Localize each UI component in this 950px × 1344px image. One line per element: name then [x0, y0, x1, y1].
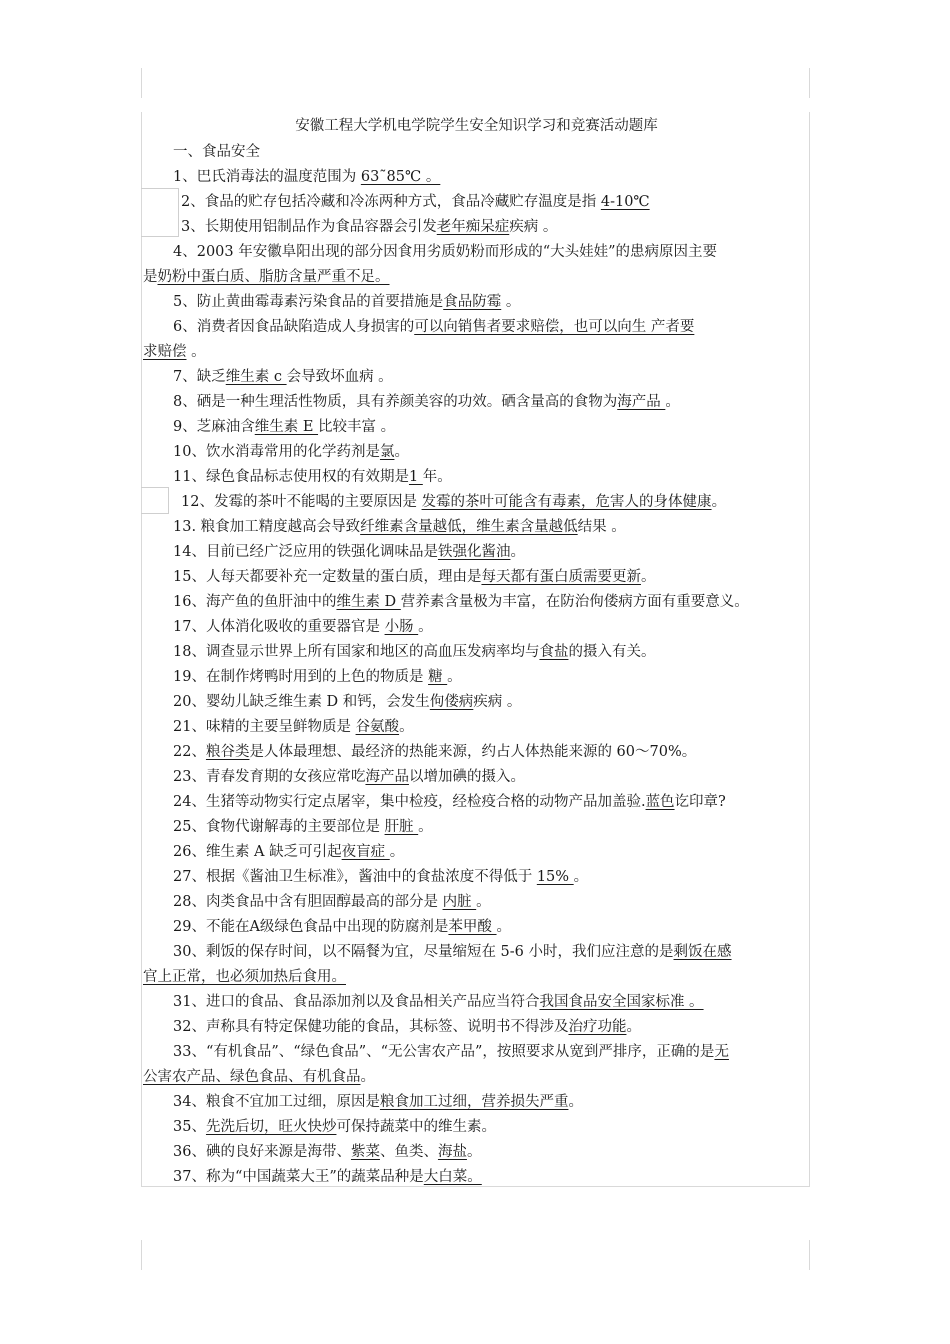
question-line: [143, 315, 810, 340]
question-text: 。: [510, 544, 525, 560]
question-text: 可保持蔬菜中的维生素。: [336, 1119, 496, 1135]
question-text: 22、: [173, 744, 206, 760]
question-text: 28、肉类食品中含有胆固醇最高的部分是: [173, 894, 443, 910]
question-text: 以增加碘的摄入。: [408, 769, 525, 785]
question-line: [143, 240, 810, 265]
question-text: 8、硒是一种生理活性物质，具有养颜美容的功效。硒含量高的食物为: [173, 394, 618, 410]
question-text: 营养素含量极为丰富，在防治佝偻病方面有重要意义。: [400, 594, 749, 610]
answer-text: 佝偻病: [429, 694, 474, 710]
question-line: [143, 790, 810, 815]
answer-text: 肝脏: [384, 819, 419, 835]
question-text: 26、维生素 A 缺乏可引起: [173, 844, 342, 860]
question-list: [143, 165, 810, 1190]
answer-text: 海盐: [437, 1144, 467, 1160]
section-heading: 一、食品安全: [173, 144, 260, 160]
question-line: [143, 1115, 810, 1140]
question-line: [143, 940, 810, 965]
question-line: [143, 665, 810, 690]
answer-text: 苯甲酸: [448, 919, 497, 935]
question-text: 。: [418, 619, 433, 635]
answer-text: 小肠: [384, 619, 419, 635]
answer-text: 铁强化酱油: [437, 544, 511, 560]
page-left-edge: [141, 112, 142, 1187]
answer-text: 先洗后切，旺火快炒: [205, 1119, 337, 1135]
answer-text: 紫菜: [350, 1144, 380, 1160]
answer-text: 粮食加工过细，营养损失严重: [379, 1094, 569, 1110]
question-text: 的摄入有关。: [568, 644, 656, 660]
answer-text: 夜盲症: [341, 844, 390, 860]
question-line: [143, 1015, 810, 1040]
answer-text: 糖: [428, 669, 448, 685]
question-text: 9、芝麻油含: [173, 419, 255, 435]
question-text: 。: [626, 1019, 641, 1035]
question-line: [143, 965, 810, 990]
question-line: [143, 540, 810, 565]
question-text: 。: [447, 669, 462, 685]
question-line: [143, 1065, 810, 1090]
question-line: [143, 1090, 810, 1115]
question-text: 。: [476, 894, 491, 910]
question-line: [143, 740, 810, 765]
question-text: 32、声称具有特定保健功能的食品，其标签、说明书不得涉及: [173, 1019, 569, 1035]
answer-text: 食盐: [539, 644, 569, 660]
answer-text: 每天都有蛋白质需要更新: [481, 569, 641, 585]
question-line: [143, 690, 810, 715]
answer-text: 谷氨酸: [355, 719, 400, 735]
answer-text: 食品防霉: [443, 294, 502, 310]
question-line: [143, 390, 810, 415]
question-text: 会导致坏血病 。: [286, 369, 393, 385]
answer-text: 我国食品安全国家标准 。: [539, 994, 704, 1010]
question-text: 疾病 。: [473, 694, 522, 710]
question-text: 5、防止黄曲霉毒素污染食品的首要措施是: [173, 294, 444, 310]
question-line: [143, 290, 810, 315]
question-text: 34、粮食不宜加工过细，原因是: [173, 1094, 380, 1110]
page-left-edge-bottom: [141, 1240, 142, 1270]
question-text: 10、饮水消毒常用的化学药剂是: [173, 444, 380, 460]
question-text: 23、青春发育期的女孩应常吃: [173, 769, 366, 785]
question-text: 是: [143, 269, 158, 285]
question-line: [143, 915, 810, 940]
question-text: 结果 。: [577, 519, 626, 535]
question-text: 。: [466, 1144, 482, 1160]
question-line: [143, 215, 810, 240]
page-right-edge-top: [809, 68, 810, 98]
question-line: [143, 1165, 810, 1190]
question-line: [143, 990, 810, 1015]
question-text: 讫印章?: [674, 794, 726, 810]
answer-text: 发霉的茶叶可能含有毒素，危害人的身体健康: [421, 494, 712, 510]
question-text: 14、目前已经广泛应用的铁强化调味品是: [173, 544, 438, 560]
answer-text: 老年痴呆症: [436, 219, 510, 235]
answer-text: 维生素 E: [254, 419, 319, 435]
question-text: 3、长期使用铝制品作为食品容器会引发: [181, 219, 437, 235]
question-line: [143, 815, 810, 840]
question-line: [143, 440, 810, 465]
question-text: 。: [186, 344, 206, 360]
answer-text: 4-10℃: [600, 194, 650, 210]
question-text: 。: [711, 494, 727, 510]
document-body: [143, 112, 810, 1190]
question-text: 35、: [173, 1119, 206, 1135]
question-line: [143, 565, 810, 590]
question-line: [143, 1140, 810, 1165]
question-text: 18、调查显示世界上所有国家和地区的高血压发病率均与: [173, 644, 540, 660]
question-text: 。: [399, 719, 414, 735]
question-text: 比较丰富 。: [318, 419, 396, 435]
question-text: 17、人体消化吸收的重要器官是: [173, 619, 385, 635]
question-text: 36、碘的良好来源是海带、: [173, 1144, 351, 1160]
question-line: [143, 465, 810, 490]
answer-text: 蓝色: [645, 794, 675, 810]
answer-text: 63˜85℃ 。: [360, 169, 441, 185]
answer-text: 海产品: [617, 394, 666, 410]
page-right-edge-bottom: [809, 1240, 810, 1270]
question-line: [143, 365, 810, 390]
question-line: [143, 615, 810, 640]
answer-text: 1: [408, 469, 423, 485]
answer-text: 纤维素含量越低，维生素含量越低: [360, 519, 578, 535]
question-text: 15、人每天都要补充一定数量的蛋白质，理由是: [173, 569, 482, 585]
question-text: 。: [568, 1094, 583, 1110]
question-text: 。: [496, 919, 512, 935]
question-text: 。: [640, 569, 656, 585]
question-line: [143, 490, 810, 515]
question-text: 11、绿色食品标志使用权的有效期是: [173, 469, 409, 485]
question-text: 。: [665, 394, 680, 410]
answer-text: 公害农产品、绿色食品、有机食品: [143, 1069, 361, 1085]
answer-text: 15%: [536, 869, 574, 885]
document-title: 安徽工程大学机电学院学生安全知识学习和竞赛活动题库: [295, 118, 658, 134]
answer-text: 剩饭在感: [673, 944, 732, 960]
answer-text: 内脏: [442, 894, 477, 910]
page-left-edge-top: [141, 68, 142, 98]
question-text: 16、海产鱼的鱼肝油中的: [173, 594, 337, 610]
answer-text: 官上正常，也必须加热后食用。: [143, 969, 346, 985]
question-line: [143, 1040, 810, 1065]
question-text: 。: [360, 1069, 375, 1085]
question-line: [143, 165, 810, 190]
question-text: 25、食物代谢解毒的主要部位是: [173, 819, 385, 835]
question-text: 。: [394, 444, 409, 460]
question-line: [143, 415, 810, 440]
question-text: 29、不能在A级绿色食品中出现的防腐剂是: [173, 919, 449, 935]
question-line: [143, 590, 810, 615]
answer-text: 求赔偿: [143, 344, 187, 360]
question-text: 19、在制作烤鸭时用到的上色的物质是: [173, 669, 429, 685]
question-text: 1、巴氏消毒法的温度范围为: [173, 169, 361, 185]
question-text: 7、缺乏: [173, 369, 226, 385]
question-line: [143, 640, 810, 665]
question-line: [143, 715, 810, 740]
answer-text: 海产品: [365, 769, 409, 785]
question-text: 6、消费者因食品缺陷造成人身损害的: [173, 319, 415, 335]
question-text: 是人体最理想、最经济的热能来源，约占人体热能来源的 60～70%。: [249, 744, 697, 760]
answer-text: 大白菜。: [423, 1169, 482, 1185]
question-line: [143, 890, 810, 915]
question-text: 。: [418, 819, 433, 835]
answer-text: 治疗功能: [568, 1019, 627, 1035]
question-text: 12、发霉的茶叶不能喝的主要原因是: [181, 494, 422, 510]
question-text: 33、“有机食品”、“绿色食品”、“无公害农产品”，按照要求从宽到严排序，正确的是: [173, 1044, 715, 1060]
question-text: 37、称为“中国蔬菜大王”的蔬菜品种是: [173, 1169, 424, 1185]
answer-text: 可以向销售者要求赔偿，也可以向生 产者要: [414, 319, 695, 335]
answer-text: 维生素 c: [225, 369, 287, 385]
answer-text: 奶粉中蛋白质、脂肪含量严重不足。: [157, 269, 390, 285]
answer-text: 维生素 D: [336, 594, 401, 610]
question-text: 30、剩饭的保存时间，以不隔餐为宜，尽量缩短在 5-6 小时，我们应注意的是: [173, 944, 674, 960]
question-text: 13. 粮食加工精度越高会导致: [173, 519, 361, 535]
question-line: [143, 765, 810, 790]
question-line: [143, 865, 810, 890]
question-text: 。: [573, 869, 589, 885]
question-text: 2、食品的贮存包括冷藏和冷冻两种方式，食品冷藏贮存温度是指: [181, 194, 601, 210]
question-text: 20、婴幼儿缺乏维生素 D 和钙，会发生: [173, 694, 430, 710]
question-text: 21、味精的主要呈鲜物质是: [173, 719, 356, 735]
answer-text: 粮谷类: [205, 744, 250, 760]
question-text: 27、根据《酱油卫生标准》，酱油中的食盐浓度不得低于: [173, 869, 537, 885]
question-text: 、鱼类、: [379, 1144, 438, 1160]
question-text: 年。: [422, 469, 452, 485]
question-line: [143, 515, 810, 540]
question-text: 。: [389, 844, 405, 860]
question-line: [143, 340, 810, 365]
question-text: 疾病 。: [509, 219, 558, 235]
question-line: [143, 265, 810, 290]
question-text: 24、生猪等动物实行定点屠宰，集中检疫，经检疫合格的动物产品加盖验.: [173, 794, 646, 810]
question-text: 31、进口的食品、食品添加剂以及食品相关产品应当符合: [173, 994, 540, 1010]
answer-text: 氯: [379, 444, 395, 460]
question-line: [143, 190, 810, 215]
question-text: 4、2003 年安徽阜阳出现的部分因食用劣质奶粉而形成的“大头娃娃”的患病原因主要: [173, 244, 718, 260]
question-line: [143, 840, 810, 865]
question-text: 。: [501, 294, 521, 310]
answer-text: 无: [714, 1044, 729, 1060]
